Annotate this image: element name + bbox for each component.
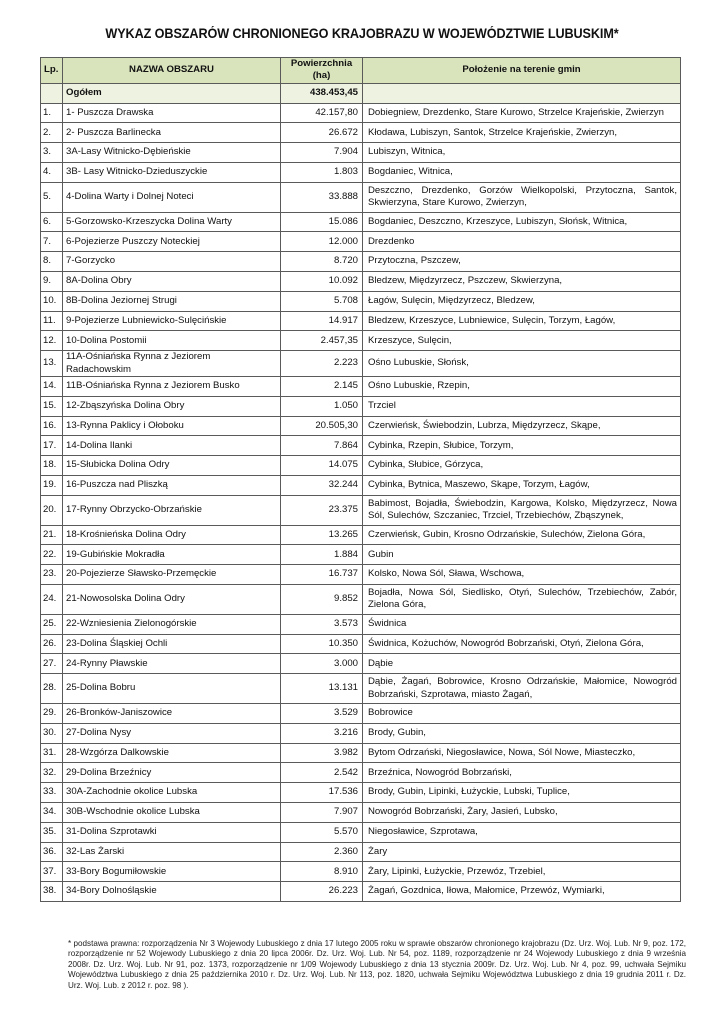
area-location: Gubin (363, 545, 681, 565)
area-name: 17-Rynny Obrzycko-Obrzańskie (63, 495, 281, 525)
table-header-row (41, 58, 681, 84)
area-name: 4-Dolina Warty i Dolnej Noteci (63, 182, 281, 212)
area-name: 10-Dolina Postomii (63, 331, 281, 351)
row-number: 21. (41, 525, 63, 545)
area-name: 11B-Ośniańska Rynna z Jeziorem Busko (63, 376, 281, 396)
total-area: 438.453,45 (281, 83, 363, 103)
area-name: 28-Wzgórza Dalkowskie (63, 743, 281, 763)
table-row (41, 252, 681, 272)
area-location: Brody, Gubin, Lipinki, Łużyckie, Lubski, Tuplice, (363, 783, 681, 803)
area-location: Czerwieńsk, Gubin, Krosno Odrzańskie, Sulechów, Zielona Góra, (363, 525, 681, 545)
area-name: 30A-Zachodnie okolice Lubska (63, 783, 281, 803)
table-row (41, 783, 681, 803)
area-value: 32.244 (281, 475, 363, 495)
row-number: 29. (41, 703, 63, 723)
row-number: 38. (41, 882, 63, 902)
row-number: 37. (41, 862, 63, 882)
header-lp: Lp. (41, 58, 63, 84)
area-value: 26.672 (281, 123, 363, 143)
area-value: 42.157,80 (281, 103, 363, 123)
area-name: 30B-Wschodnie okolice Lubska (63, 802, 281, 822)
area-value: 5.708 (281, 291, 363, 311)
table-row (41, 654, 681, 674)
row-number: 7. (41, 232, 63, 252)
area-value: 13.131 (281, 674, 363, 704)
area-name: 6-Pojezierze Puszczy Noteckiej (63, 232, 281, 252)
area-value: 1.803 (281, 163, 363, 183)
row-number: 22. (41, 545, 63, 565)
table-row (41, 842, 681, 862)
area-location: Czerwieńsk, Świebodzin, Lubrza, Międzyrzecz, Skąpe, (363, 416, 681, 436)
row-number: 27. (41, 654, 63, 674)
row-number: 23. (41, 565, 63, 585)
area-value: 1.884 (281, 545, 363, 565)
table-row (41, 495, 681, 525)
row-number: 28. (41, 674, 63, 704)
total-label: Ogółem (63, 83, 281, 103)
area-value: 20.505,30 (281, 416, 363, 436)
area-value: 14.075 (281, 456, 363, 476)
area-location: Bobrowice (363, 703, 681, 723)
table-row (41, 456, 681, 476)
area-name: 27-Dolina Nysy (63, 723, 281, 743)
area-value: 16.737 (281, 565, 363, 585)
area-value: 17.536 (281, 783, 363, 803)
table-row (41, 271, 681, 291)
area-value: 33.888 (281, 182, 363, 212)
area-name: 21-Nowosolska Dolina Odry (63, 584, 281, 614)
area-location: Cybinka, Bytnica, Maszewo, Skąpe, Torzym, Łagów, (363, 475, 681, 495)
area-value: 7.907 (281, 802, 363, 822)
area-value: 3.529 (281, 703, 363, 723)
area-value: 1.050 (281, 396, 363, 416)
row-number: 33. (41, 783, 63, 803)
area-name: 32-Las Żarski (63, 842, 281, 862)
area-value: 2.145 (281, 376, 363, 396)
area-value: 3.216 (281, 723, 363, 743)
area-value: 7.864 (281, 436, 363, 456)
table-row (41, 703, 681, 723)
row-number: 16. (41, 416, 63, 436)
total-lp-cell (41, 83, 63, 103)
area-name: 22-Wzniesienia Zielonogórskie (63, 614, 281, 634)
table-row (41, 723, 681, 743)
row-number: 24. (41, 584, 63, 614)
table-row (41, 351, 681, 377)
row-number: 14. (41, 376, 63, 396)
area-location: Babimost, Bojadła, Świebodzin, Kargowa, Kolsko, Międzyrzecz, Nowa Sól, Sulechów, Szczaniec, Trzciel, Trzebiechów, Zbąszynek, (363, 495, 681, 525)
area-name: 24-Rynny Pławskie (63, 654, 281, 674)
row-number: 15. (41, 396, 63, 416)
area-name: 26-Bronków-Janiszowice (63, 703, 281, 723)
area-location: Bledzew, Międzyrzecz, Pszczew, Skwierzyna, (363, 271, 681, 291)
header-name: NAZWA OBSZARU (63, 58, 281, 84)
table-row (41, 822, 681, 842)
area-location: Dąbie (363, 654, 681, 674)
area-name: 20-Pojezierze Sławsko-Przemęckie (63, 565, 281, 585)
row-number: 31. (41, 743, 63, 763)
area-value: 3.982 (281, 743, 363, 763)
table-row (41, 331, 681, 351)
area-name: 19-Gubińskie Mokradła (63, 545, 281, 565)
table-row (41, 525, 681, 545)
table-row (41, 163, 681, 183)
area-location: Niegosławice, Szprotawa, (363, 822, 681, 842)
row-number: 26. (41, 634, 63, 654)
area-value: 5.570 (281, 822, 363, 842)
row-number: 6. (41, 212, 63, 232)
area-location: Bogdaniec, Deszczno, Krzeszyce, Lubiszyn, Słońsk, Witnica, (363, 212, 681, 232)
area-location: Bledzew, Krzeszyce, Lubniewice, Sulęcin, Torzym, Łagów, (363, 311, 681, 331)
area-name: 7-Gorzycko (63, 252, 281, 272)
table-row (41, 291, 681, 311)
table-row (41, 763, 681, 783)
page-title: WYKAZ OBSZARÓW CHRONIONEGO KRAJOBRAZU W WOJEWÓDZTWIE LUBUSKIM* (105, 26, 619, 41)
area-location: Bogdaniec, Witnica, (363, 163, 681, 183)
area-value: 8.910 (281, 862, 363, 882)
area-location: Krzeszyce, Sulęcin, (363, 331, 681, 351)
area-value: 26.223 (281, 882, 363, 902)
row-number: 18. (41, 456, 63, 476)
table-row (41, 475, 681, 495)
area-value: 3.573 (281, 614, 363, 634)
area-value: 7.904 (281, 143, 363, 163)
area-value: 23.375 (281, 495, 363, 525)
table-row (41, 882, 681, 902)
area-location: Brody, Gubin, (363, 723, 681, 743)
area-location: Ośno Lubuskie, Rzepin, (363, 376, 681, 396)
table-row (41, 545, 681, 565)
row-number: 34. (41, 802, 63, 822)
area-location: Drezdenko (363, 232, 681, 252)
area-value: 12.000 (281, 232, 363, 252)
area-value: 3.000 (281, 654, 363, 674)
row-number: 30. (41, 723, 63, 743)
area-name: 15-Słubicka Dolina Odry (63, 456, 281, 476)
area-value: 13.265 (281, 525, 363, 545)
total-row (41, 83, 681, 103)
row-number: 1. (41, 103, 63, 123)
table-row (41, 862, 681, 882)
row-number: 25. (41, 614, 63, 634)
area-name: 3B- Lasy Witnicko-Dzieduszyckie (63, 163, 281, 183)
area-location: Żary (363, 842, 681, 862)
footnote: * podstawa prawna: rozporządzenia Nr 3 Wojewody Lubuskiego z dnia 17 lutego 2005 roku w sprawie obszarów chronionego krajobrazu (Dz. Urz. Woj. Lub. Nr 9, poz. 172, rozporządzenie nr 52 Wojewody Lubuskiego z dnia 20 lipca 2006r. Dz. Urz. Woj. Lub. Nr 54, poz. 1189, rozporządzenie nr 24 Wojewody Lubuskiego z dnia 9 września 2008r. Dz. Urz. Woj. Lub. Nr 91, poz. 1373, rozporządzenie nr 1/09 Wojewody Lubuskiego z dnia 13 stycznia 2009r. Dz. Urz. Woj. Lub. Nr 4, poz. 99, uchwała Sejmiku Województwa Lubuskiego z dnia 25 października 2010 r. Dz. Urz. Woj. Lub. Nr 113, poz. 1820, uchwała Sejmiku Województwa Lubuskiego z dnia 19 grudnia 2011 r. Dz. Urz. Woj. Lub. z 2012 r. poz. 98 ). (68, 939, 686, 990)
row-number: 20. (41, 495, 63, 525)
area-name: 11A-Ośniańska Rynna z Jeziorem Radachowskim (63, 351, 281, 377)
area-value: 2.223 (281, 351, 363, 377)
row-number: 17. (41, 436, 63, 456)
table-row (41, 416, 681, 436)
area-location: Trzciel (363, 396, 681, 416)
area-name: 23-Dolina Śląskiej Ochli (63, 634, 281, 654)
table-row (41, 103, 681, 123)
area-location: Lubiszyn, Witnica, (363, 143, 681, 163)
table-row (41, 674, 681, 704)
table-row (41, 311, 681, 331)
row-number: 8. (41, 252, 63, 272)
area-location: Kolsko, Nowa Sól, Sława, Wschowa, (363, 565, 681, 585)
area-name: 3A-Lasy Witnicko-Dębieńskie (63, 143, 281, 163)
area-name: 9-Pojezierze Lubniewicko-Sulęcińskie (63, 311, 281, 331)
area-location: Żary, Lipinki, Łużyckie, Przewóz, Trzebiel, (363, 862, 681, 882)
area-location: Kłodawa, Lubiszyn, Santok, Strzelce Krajeńskie, Zwierzyn, (363, 123, 681, 143)
area-location: Przytoczna, Pszczew, (363, 252, 681, 272)
table-row (41, 743, 681, 763)
area-location: Żagań, Gozdnica, Iłowa, Małomice, Przewóz, Wymiarki, (363, 882, 681, 902)
total-location-cell (363, 83, 681, 103)
area-location: Łagów, Sulęcin, Międzyrzecz, Bledzew, (363, 291, 681, 311)
area-location: Cybinka, Słubice, Górzyca, (363, 456, 681, 476)
table-row (41, 584, 681, 614)
row-number: 9. (41, 271, 63, 291)
area-name: 8A-Dolina Obry (63, 271, 281, 291)
area-name: 33-Bory Bogumiłowskie (63, 862, 281, 882)
area-name: 14-Dolina Ilanki (63, 436, 281, 456)
area-value: 2.542 (281, 763, 363, 783)
header-area: Powierzchnia (ha) (281, 58, 363, 84)
areas-table (40, 57, 681, 902)
area-name: 34-Bory Dolnośląskie (63, 882, 281, 902)
area-name: 12-Zbąszyńska Dolina Obry (63, 396, 281, 416)
table-row (41, 123, 681, 143)
table-row (41, 182, 681, 212)
area-name: 29-Dolina Brzeźnicy (63, 763, 281, 783)
row-number: 2. (41, 123, 63, 143)
area-value: 10.092 (281, 271, 363, 291)
table-row (41, 614, 681, 634)
area-location: Cybinka, Rzepin, Słubice, Torzym, (363, 436, 681, 456)
area-name: 13-Rynna Paklicy i Ołoboku (63, 416, 281, 436)
row-number: 5. (41, 182, 63, 212)
area-name: 5-Gorzowsko-Krzeszycka Dolina Warty (63, 212, 281, 232)
row-number: 11. (41, 311, 63, 331)
row-number: 36. (41, 842, 63, 862)
table-row (41, 212, 681, 232)
area-value: 9.852 (281, 584, 363, 614)
row-number: 13. (41, 351, 63, 377)
table-row (41, 396, 681, 416)
table-row (41, 143, 681, 163)
row-number: 12. (41, 331, 63, 351)
row-number: 32. (41, 763, 63, 783)
area-location: Dąbie, Żagań, Bobrowice, Krosno Odrzańskie, Małomice, Nowogród Bobrzański, Szprotawa, miasto Żagań, (363, 674, 681, 704)
area-name: 25-Dolina Bobru (63, 674, 281, 704)
area-name: 18-Krośnieńska Dolina Odry (63, 525, 281, 545)
area-name: 1- Puszcza Drawska (63, 103, 281, 123)
area-name: 2- Puszcza Barlinecka (63, 123, 281, 143)
table-row (41, 376, 681, 396)
area-location: Świdnica (363, 614, 681, 634)
area-location: Deszczno, Drezdenko, Gorzów Wielkopolski, Przytoczna, Santok, Skwierzyna, Stare Kurowo, Zwierzyn, (363, 182, 681, 212)
row-number: 19. (41, 475, 63, 495)
area-location: Ośno Lubuskie, Słońsk, (363, 351, 681, 377)
table-row (41, 232, 681, 252)
header-location: Położenie na terenie gmin (363, 58, 681, 84)
area-value: 14.917 (281, 311, 363, 331)
area-location: Bytom Odrzański, Niegosławice, Nowa, Sól Nowe, Miasteczko, (363, 743, 681, 763)
row-number: 3. (41, 143, 63, 163)
area-value: 10.350 (281, 634, 363, 654)
row-number: 35. (41, 822, 63, 842)
table-row (41, 436, 681, 456)
table-row (41, 802, 681, 822)
area-location: Świdnica, Kożuchów, Nowogród Bobrzański, Otyń, Zielona Góra, (363, 634, 681, 654)
table-body (41, 83, 681, 901)
area-value: 2.360 (281, 842, 363, 862)
area-value: 8.720 (281, 252, 363, 272)
area-name: 8B-Dolina Jeziornej Strugi (63, 291, 281, 311)
area-name: 16-Puszcza nad Pliszką (63, 475, 281, 495)
table-row (41, 565, 681, 585)
area-location: Bojadła, Nowa Sól, Siedlisko, Otyń, Sulechów, Trzebiechów, Zabór, Zielona Góra, (363, 584, 681, 614)
row-number: 4. (41, 163, 63, 183)
area-value: 15.086 (281, 212, 363, 232)
area-location: Dobiegniew, Drezdenko, Stare Kurowo, Strzelce Krajeńskie, Zwierzyn (363, 103, 681, 123)
area-location: Nowogród Bobrzański, Żary, Jasień, Lubsko, (363, 802, 681, 822)
area-value: 2.457,35 (281, 331, 363, 351)
area-location: Brzeźnica, Nowogród Bobrzański, (363, 763, 681, 783)
table-row (41, 634, 681, 654)
area-name: 31-Dolina Szprotawki (63, 822, 281, 842)
row-number: 10. (41, 291, 63, 311)
